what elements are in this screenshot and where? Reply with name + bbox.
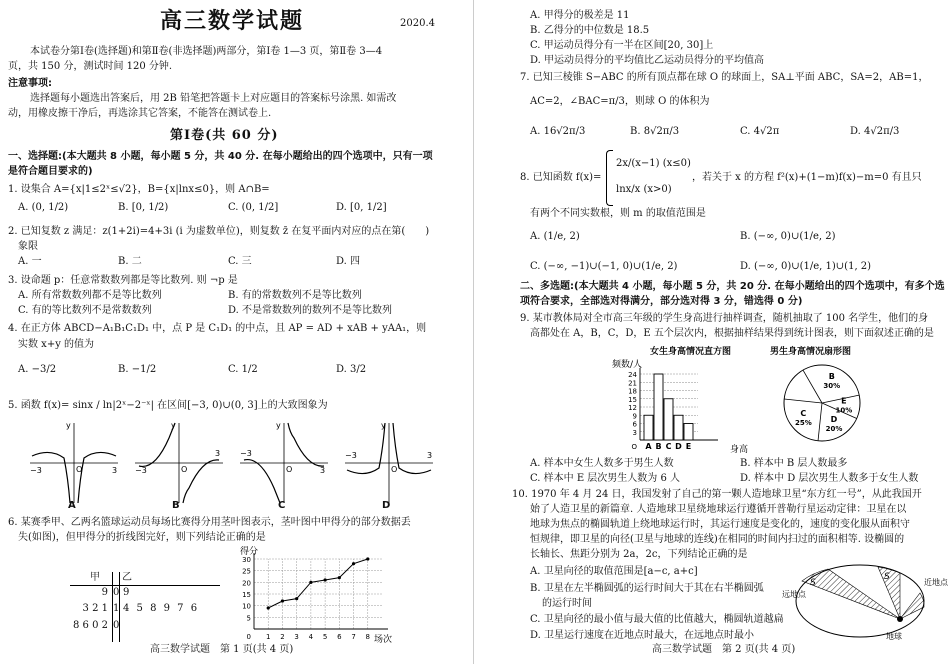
line-chart-point: [338, 576, 341, 579]
line-chart-xtick: 7: [351, 633, 356, 641]
q9-stem: 9. 某市教体局对全市高三年级的学生身高进行抽样调查，随机抽取了 100 名学生，他们的身: [520, 313, 929, 324]
q3-option-d: D. 不是常数数列的数列不是等比数列: [228, 305, 393, 316]
bar-chart-ytick: 9: [632, 412, 637, 421]
bar-chart-bar: [674, 415, 683, 440]
q7-option-a: A. 16√2π/3: [530, 126, 586, 137]
q7-stem2: AC=2，∠BAC=π/3，则球 O 的体积为: [530, 96, 710, 107]
stem-leaf-row2-left: 3 2 1: [82, 603, 108, 614]
q5-graph-d: [345, 421, 433, 503]
footer-right: 高三数学试题 第 2 页(共 4 页): [652, 644, 796, 655]
q5-label-c: C: [278, 500, 286, 511]
line-chart-point: [324, 578, 327, 581]
q2-stem2: 象限: [18, 241, 38, 252]
svg-text:−3: −3: [240, 449, 252, 458]
bar-chart-ylabel: 频数/人: [612, 360, 643, 370]
stem-leaf-row3-stem: 0: [113, 620, 120, 631]
section2-line2: 项符合要求，全部选对得满分，部分选对得 3 分，错选得 0 分): [520, 296, 803, 307]
line-chart-origin: 0: [246, 633, 251, 641]
q8-option-d: D. (−∞, 0)∪(1/e, 1)∪(1, 2): [740, 261, 872, 272]
q2-option-b: B. 二: [118, 256, 142, 267]
svg-text:O: O: [181, 465, 188, 474]
stem-leaf-header-right: 乙: [122, 572, 132, 583]
swept-area-near: [900, 593, 924, 619]
left-page: [0, 0, 468, 664]
line-chart-ytick: 20: [242, 579, 251, 588]
bar-chart-ytick: 6: [632, 420, 637, 429]
bar-chart-xlabel: 身高: [730, 445, 749, 455]
section1-line2: 是符合题目要求的): [8, 166, 93, 177]
pie-chart-category-label: D: [830, 414, 838, 424]
q10-option-b1: B. 卫星在左半椭圆弧的运行时间大于其在右半椭圆弧: [530, 583, 764, 594]
exam-date: 2020.4: [400, 18, 435, 29]
q10-line2: 始了人造卫星的新篇章. 人造地球卫星绕地球运行遵循开普勒行星运动定律：卫星在以: [530, 504, 907, 515]
section1-line1: 一、选择题:(本大题共 8 小题，每小题 5 分，共 40 分. 在每小题给出的四个选项中，只有一项: [8, 151, 433, 162]
line-chart-xtick: 1: [265, 633, 271, 641]
q9-stem2: 高都处在 A，B，C，D，E 五个层次内，根据抽样结果得到统计图表，则下面叙述正确的是: [530, 328, 934, 339]
svg-text:y: y: [171, 421, 176, 430]
q8-piece1: 2x/(x−1) (x≤0): [616, 158, 691, 169]
q3-stem: 3. 设命题 p：任意常数数列都是等比数列. 则 ¬p 是: [8, 275, 238, 286]
q5-graph-b: [135, 421, 223, 503]
q6-option-c: C. 甲运动员得分有一半在区间[20, 30]上: [530, 40, 714, 51]
q9-option-a: A. 样本中女生人数多于男生人数: [530, 458, 674, 469]
q4-option-c: C. 1/2: [228, 364, 258, 375]
svg-text:O: O: [286, 465, 293, 474]
q9-pie-chart: [777, 358, 867, 448]
q5-graph-options: [10, 418, 468, 510]
svg-text:O: O: [391, 465, 398, 474]
q7-stem: 7. 已知三棱锥 S−ABC 的所有顶点都在球 O 的球面上，SA⊥平面 ABC，SA=2，AB=1，: [520, 72, 929, 83]
q9-option-d: D. 样本中 D 层次男生人数多于女生人数: [740, 473, 919, 484]
line-chart-ytick: 30: [242, 556, 251, 564]
svg-text:3: 3: [112, 466, 118, 475]
q10-option-b2: 的运行时间: [542, 598, 592, 609]
q1-option-c: C. (0, 1/2]: [228, 202, 279, 213]
notice-line2: 动，用橡皮擦干净后，再选涂其它答案，不能答在测试卷上.: [8, 108, 272, 119]
q5-label-b: B: [172, 500, 180, 511]
svg-text:3: 3: [427, 451, 433, 460]
line-chart-ylabel: 得分: [240, 547, 259, 557]
bar-chart-category-label: A: [645, 442, 652, 451]
q3-option-c: C. 有的等比数列不是常数数列: [18, 305, 152, 316]
bar-chart-origin: O: [631, 443, 637, 451]
svg-text:3: 3: [320, 466, 326, 475]
pie-chart-percent-label: 20%: [825, 424, 843, 433]
line-chart-point: [309, 581, 312, 584]
q8-stem-a: 8. 已知函数 f(x)=: [520, 172, 602, 183]
q8-brace: [606, 150, 613, 206]
bar-chart-ytick: 21: [628, 379, 637, 388]
q10-line3: 地球为焦点的椭圆轨道上绕地球运行时，其运行速度是变化的，速度的变化服从面积守: [530, 519, 910, 530]
q2-option-c: C. 三: [228, 256, 252, 267]
stem-leaf-row1-left: 9: [101, 587, 108, 598]
line-chart-ytick: 25: [242, 567, 251, 576]
q9-option-b: B. 样本中 B 层人数最多: [740, 458, 848, 469]
line-chart-ytick: 15: [242, 591, 251, 599]
pie-chart-percent-label: 30%: [823, 382, 841, 391]
stem-leaf-row2-right: 4 5 8 9 7 6: [123, 603, 200, 614]
part1-title: 第Ⅰ卷(共 60 分): [170, 128, 279, 143]
notice-line1: 选择题每小题选出答案后，用 2B 铅笔把答题卡上对应题目的答案标号涂黑. 如需改: [30, 93, 397, 104]
q10-option-d: D. 卫星运行速度在近地点时最大，在远地点时最小: [530, 630, 755, 641]
line-chart-point: [366, 557, 369, 560]
stem-leaf-header-left: 甲: [90, 572, 100, 583]
q5-graph-a: [30, 421, 118, 503]
q2-option-d: D. 四: [336, 256, 361, 267]
q6-option-a: A. 甲得分的极差是 11: [530, 10, 630, 21]
line-chart-xtick: 3: [294, 633, 299, 641]
q10-option-c: C. 卫星向径的最小值与最大值的比值越大，椭圆轨道越扁: [530, 614, 784, 625]
bar-chart-ytick: 3: [632, 428, 637, 437]
pie-chart-category-label: C: [800, 409, 807, 419]
q4-stem2: 实数 x+y 的值为: [18, 339, 95, 350]
q7-option-b: B. 8√2π/3: [630, 126, 680, 137]
q3-option-b: B. 有的常数数列不是等比数列: [228, 290, 362, 301]
q10-option-a: A. 卫星向径的取值范围是[a−c, a+c]: [530, 566, 698, 577]
q4-option-d: D. 3/2: [336, 364, 367, 375]
q1-option-d: D. [0, 1/2]: [336, 202, 387, 213]
q7-option-d: D. 4√2π/3: [850, 126, 900, 137]
exam-title: 高三数学试题: [160, 8, 305, 34]
q9-bar-chart: [612, 358, 772, 458]
q4-stem: 4. 在正方体 ABCD−A₁B₁C₁D₁ 中，点 P 是 C₁D₁ 的中点，且 AP = AD + xAB + yAA₁，则: [8, 323, 427, 334]
bar-chart-bar: [684, 424, 693, 441]
line-chart-ytick: 10: [242, 602, 251, 611]
bar-chart-bar: [654, 374, 663, 440]
q6-option-d: D. 甲运动员得分的平均值比乙运动员得分的平均值高: [530, 55, 765, 66]
q6-line-chart: [232, 545, 402, 645]
q8-stem-b: ，若关于 x 的方程 f²(x)+(1−m)f(x)−m=0 有且只: [692, 172, 922, 183]
pie-chart-percent-label: 10%: [835, 406, 853, 415]
svg-text:−3: −3: [30, 466, 42, 475]
q6-option-b: B. 乙得分的中位数是 18.5: [530, 25, 650, 36]
footer-left: 高三数学试题 第 1 页(共 4 页): [150, 644, 294, 655]
svg-text:y: y: [276, 421, 281, 430]
q5-graph-c: [240, 421, 328, 503]
svg-text:−3: −3: [345, 451, 357, 460]
bar-chart-title: 女生身高情况直方图: [650, 347, 732, 357]
area-label-s1: S: [810, 578, 816, 588]
q7-option-c: C. 4√2π: [740, 126, 780, 137]
svg-text:3: 3: [215, 449, 221, 458]
bar-chart-ytick: 12: [628, 404, 637, 412]
orbit-diagram: [782, 555, 950, 647]
bar-chart-category-label: E: [685, 442, 692, 451]
svg-text:y: y: [381, 421, 386, 430]
line-chart-xtick: 5: [322, 633, 328, 641]
q2-option-a: A. 一: [18, 256, 42, 267]
near-point-label: 近地点: [924, 578, 948, 587]
line-chart-point: [281, 599, 284, 602]
stem-leaf-row3-left: 8 6 0 2: [73, 620, 108, 631]
q10-line1: 10. 1970 年 4 月 24 日，我国发射了自己的第一颗人造地球卫星“东方红一号”，从此我国开: [512, 489, 922, 500]
area-label-s2: S: [884, 572, 890, 582]
q6-stem2: 失(如图)，但甲得分的折线图完好，则下列结论正确的是: [18, 532, 266, 543]
line-chart-point: [352, 562, 355, 565]
q1-stem: 1. 设集合 A={x|1≤2ˣ≤√2}，B={x|lnx≤0}，则 A∩B=: [8, 184, 270, 195]
intro-line2: 页，共 150 分，测试时间 120 分钟.: [8, 61, 173, 72]
q5-label-d: D: [382, 500, 391, 511]
pie-chart-percent-label: 25%: [794, 419, 812, 428]
notice-title: 注意事项:: [8, 78, 52, 89]
pie-chart-title: 男生身高情况扇形图: [770, 347, 852, 357]
earth-dot: [897, 616, 903, 622]
page-divider: [473, 0, 474, 664]
intro-line1: 本试卷分第Ⅰ卷(选择题)和第Ⅱ卷(非选择题)两部分，第Ⅰ卷 1—3 页，第Ⅱ卷 3—4: [30, 46, 383, 57]
bar-chart-ytick: 15: [628, 395, 637, 404]
svg-text:O: O: [76, 465, 83, 474]
line-chart-xtick: 8: [365, 633, 371, 641]
line-chart-xtick: 4: [308, 633, 314, 641]
q2-stem: 2. 已知复数 z 满足：z(1+2i)=4+3i (i 为虚数单位)，则复数 z̄ 在复平面内对应的点在第( ): [8, 226, 430, 237]
bar-chart-bar: [664, 399, 673, 440]
stem-leaf-row1-right: 9: [123, 587, 130, 598]
q6-stem: 6. 某赛季甲、乙两名篮球运动员每场比赛得分用茎叶图表示，茎叶图中甲得分的部分数据丢: [8, 517, 411, 528]
right-page: [482, 0, 950, 664]
line-chart-xlabel: 场次: [374, 635, 393, 645]
line-chart-xtick: 6: [337, 633, 342, 641]
svg-text:y: y: [66, 421, 71, 430]
q10-line4: 恒规律，即卫星的向径(卫星与地球的连线)在相同的时间内扫过的面积相等. 设椭圆的: [530, 534, 905, 545]
bar-chart-category-label: B: [655, 442, 662, 451]
q1-option-a: A. (0, 1/2): [18, 202, 69, 213]
q4-option-a: A. −3/2: [18, 364, 57, 375]
line-chart-xtick: 2: [280, 633, 285, 641]
q9-option-c: C. 样本中 E 层次男生人数为 6 人: [530, 473, 681, 484]
pie-chart-category-label: B: [828, 372, 835, 382]
far-point-label: 远地点: [782, 590, 806, 599]
q8-piece2: lnx/x (x>0): [616, 184, 672, 195]
bar-chart-bar: [644, 415, 653, 440]
section2-line1: 二、多选题:(本大题共 4 小题，每小题 5 分，共 20 分. 在每小题给出的四个选项中，有多个选: [520, 281, 945, 292]
stem-leaf-row1-stem: 0: [113, 587, 120, 598]
q5-label-a: A: [68, 500, 76, 511]
line-chart-ytick: 5: [246, 614, 251, 623]
bar-chart-ytick: 18: [628, 387, 637, 396]
q3-option-a: A. 所有常数数列都不是等比数列: [18, 290, 162, 301]
q10-line5: 长轴长、焦距分别为 2a，2c，下列结论正确的是: [530, 549, 748, 560]
line-chart-point: [267, 606, 270, 609]
q1-option-b: B. [0, 1/2): [118, 202, 169, 213]
bar-chart-ytick: 24: [628, 371, 637, 379]
svg-text:−3: −3: [135, 466, 147, 475]
earth-label: 地球: [886, 632, 902, 641]
line-chart-point: [295, 597, 298, 600]
q5-stem: 5. 函数 f(x)= sinx / ln|2ˣ−2⁻ˣ| 在区间[−3, 0)∪(0, 3]上的大致图象为: [8, 400, 328, 411]
bar-chart-category-label: C: [665, 442, 672, 451]
q8-option-b: B. (−∞, 0)∪(1/e, 2): [740, 231, 836, 242]
stem-leaf-row2-stem: 1: [113, 603, 120, 614]
pie-chart-category-label: E: [841, 396, 847, 406]
q8-stem2: 有两个不同实数根，则 m 的取值范围是: [530, 208, 706, 219]
bar-chart-category-label: D: [675, 442, 682, 451]
q8-option-a: A. (1/e, 2): [530, 231, 580, 242]
q4-option-b: B. −1/2: [118, 364, 157, 375]
q8-option-c: C. (−∞, −1)∪(−1, 0)∪(1/e, 2): [530, 261, 678, 272]
stem-leaf-plot: [70, 572, 220, 642]
